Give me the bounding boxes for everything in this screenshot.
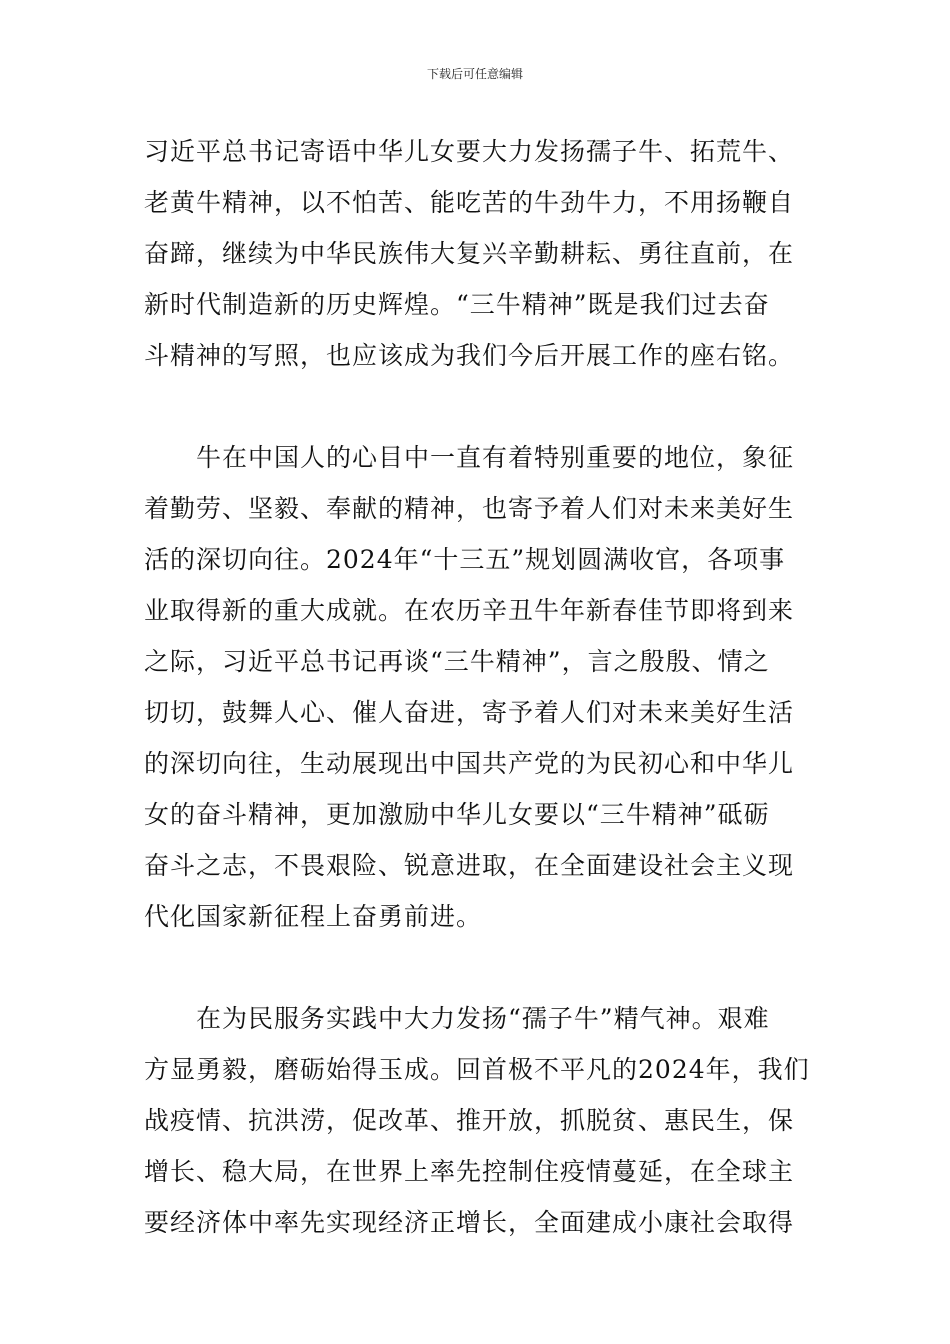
text-line: 方显勇毅，磨砺始得玉成。回首极不平凡的2024年，我们 bbox=[144, 1055, 810, 1084]
page-header-note: 下载后可任意编辑 bbox=[426, 67, 523, 81]
text-line: 战疫情、抗洪涝，促改革、推开放，抓脱贫、惠民生，保 bbox=[144, 1106, 795, 1135]
paragraph-2 bbox=[144, 432, 812, 942]
text-line: 切切，鼓舞人心、催人奋进，寄予着人们对未来美好生活 bbox=[144, 698, 795, 727]
text-line: 奋蹄，继续为中华民族伟大复兴辛勤耕耘、勇往直前，在 bbox=[144, 239, 795, 268]
paragraph-spacer bbox=[144, 381, 812, 432]
text-line: 新时代制造新的历史辉煌。“三牛精神”既是我们过去奋 bbox=[144, 290, 770, 319]
document-body bbox=[144, 126, 812, 1248]
text-line: 之际，习近平总书记再谈“三牛精神”，言之殷殷、情之 bbox=[144, 647, 770, 676]
text-line: 代化国家新征程上奋勇前进。 bbox=[144, 902, 483, 931]
text-line: 的深切向往，生动展现出中国共产党的为民初心和中华儿 bbox=[144, 749, 795, 778]
text-line: 牛在中国人的心目中一直有着特别重要的地位，象征 bbox=[144, 443, 795, 472]
text-line: 增长、稳大局，在世界上率先控制住疫情蔓延，在全球主 bbox=[144, 1157, 795, 1186]
text-line: 活的深切向往。2024年“十三五”规划圆满收官，各项事 bbox=[144, 545, 786, 574]
text-line: 奋斗之志，不畏艰险、锐意进取，在全面建设社会主义现 bbox=[144, 851, 795, 880]
text-line: 习近平总书记寄语中华儿女要大力发扬孺子牛、拓荒牛、 bbox=[144, 137, 795, 166]
paragraph-1 bbox=[144, 126, 812, 381]
text-line: 老黄牛精神，以不怕苦、能吃苦的牛劲牛力，不用扬鞭自 bbox=[144, 188, 795, 217]
text-line: 要经济体中率先实现经济正增长，全面建成小康社会取得 bbox=[144, 1208, 795, 1237]
text-line: 在为民服务实践中大力发扬“孺子牛”精气神。艰难 bbox=[144, 1004, 770, 1033]
text-line: 业取得新的重大成就。在农历辛丑牛年新春佳节即将到来 bbox=[144, 596, 795, 625]
text-line: 斗精神的写照，也应该成为我们今后开展工作的座右铭。 bbox=[144, 341, 795, 370]
paragraph-3 bbox=[144, 993, 812, 1248]
paragraph-spacer bbox=[144, 942, 812, 993]
text-line: 着勤劳、坚毅、奉献的精神，也寄予着人们对未来美好生 bbox=[144, 494, 795, 523]
text-line: 女的奋斗精神，更加激励中华儿女要以“三牛精神”砥砺 bbox=[144, 800, 770, 829]
